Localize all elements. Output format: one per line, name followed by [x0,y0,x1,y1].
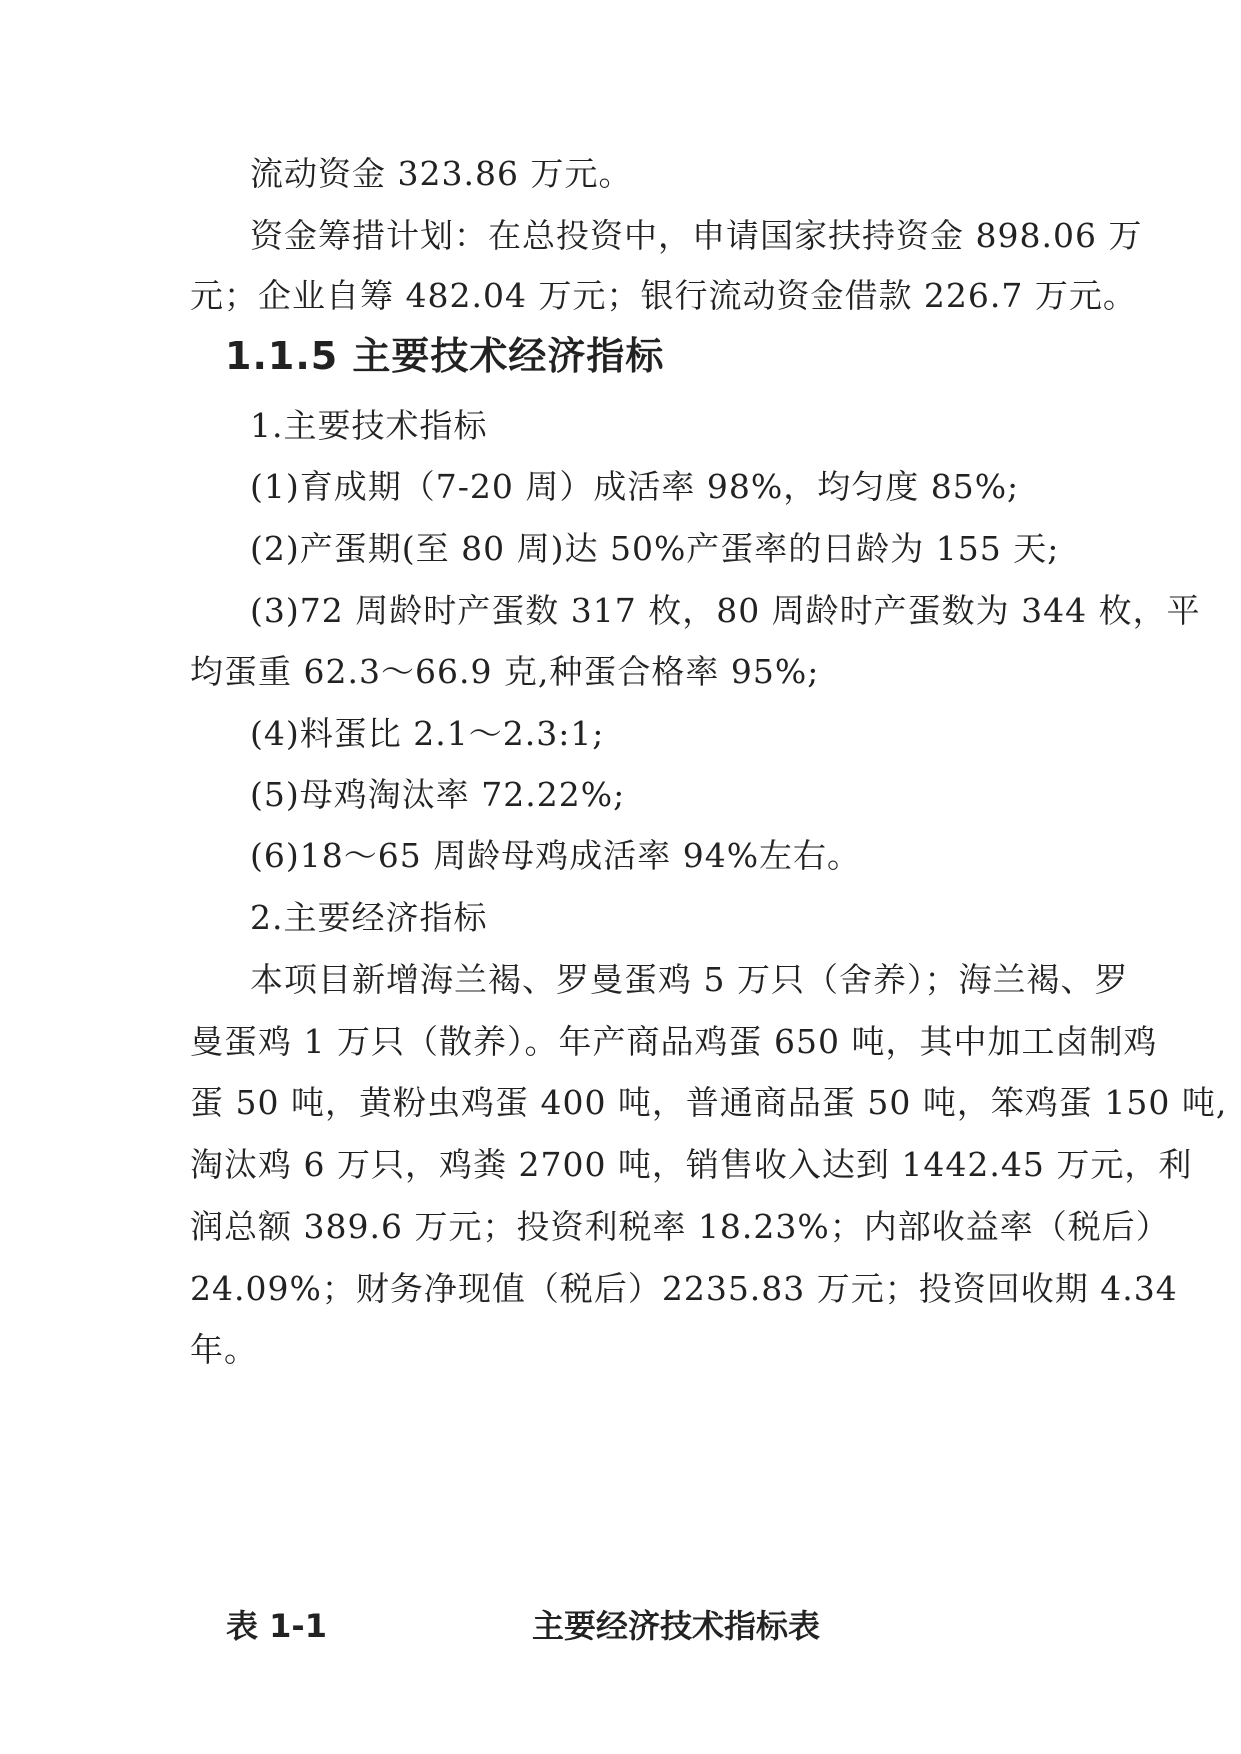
funding-plan-line-1: 资金筹措计划：在总投资中，申请国家扶持资金 898.06 万 [250,216,1143,255]
tech-item-2: (2)产蛋期(至 80 周)达 50%产蛋率的日龄为 155 天; [250,529,1060,568]
econ-line-5: 润总额 389.6 万元；投资利税率 18.23%；内部收益率（税后） [190,1207,1170,1246]
econ-line-6: 24.09%；财务净现值（税后）2235.83 万元；投资回收期 4.34 [190,1269,1178,1308]
tech-item-3-line-2: 均蛋重 62.3～66.9 克,种蛋合格率 95%; [190,652,820,691]
table-title: 主要经济技术指标表 [532,1607,821,1645]
tech-item-6: (6)18～65 周龄母鸡成活率 94%左右。 [250,836,862,875]
econ-line-3: 蛋 50 吨，黄粉虫鸡蛋 400 吨，普通商品蛋 50 吨，笨鸡蛋 150 吨, [190,1083,1228,1122]
table-number: 表 1-1 [226,1607,327,1645]
liquid-funds-line: 流动资金 323.86 万元。 [250,154,633,193]
section-heading: 1.1.5 主要技术经济指标 [225,334,665,378]
econ-line-1: 本项目新增海兰褐、罗曼蛋鸡 5 万只（舍养）；海兰褐、罗 [250,960,1129,999]
tech-item-5: (5)母鸡淘汰率 72.22%; [250,775,626,814]
econ-line-7: 年。 [190,1330,258,1369]
econ-line-4: 淘汰鸡 6 万只，鸡粪 2700 吨，销售收入达到 1442.45 万元，利 [190,1145,1193,1184]
econ-line-2: 曼蛋鸡 1 万只（散养）。年产商品鸡蛋 650 吨，其中加工卤制鸡 [190,1022,1158,1061]
funding-plan-line-2: 元；企业自筹 482.04 万元；银行流动资金借款 226.7 万元。 [190,276,1137,315]
tech-item-3-line-1: (3)72 周龄时产蛋数 317 枚，80 周龄时产蛋数为 344 枚，平 [250,591,1201,630]
tech-item-4: (4)料蛋比 2.1～2.3:1; [250,714,605,753]
tech-item-1: (1)育成期（7-20 周）成活率 98%，均匀度 85%; [250,467,1020,506]
econ-indicators-heading: 2.主要经济指标 [250,898,488,937]
tech-indicators-heading: 1.主要技术指标 [250,406,488,445]
